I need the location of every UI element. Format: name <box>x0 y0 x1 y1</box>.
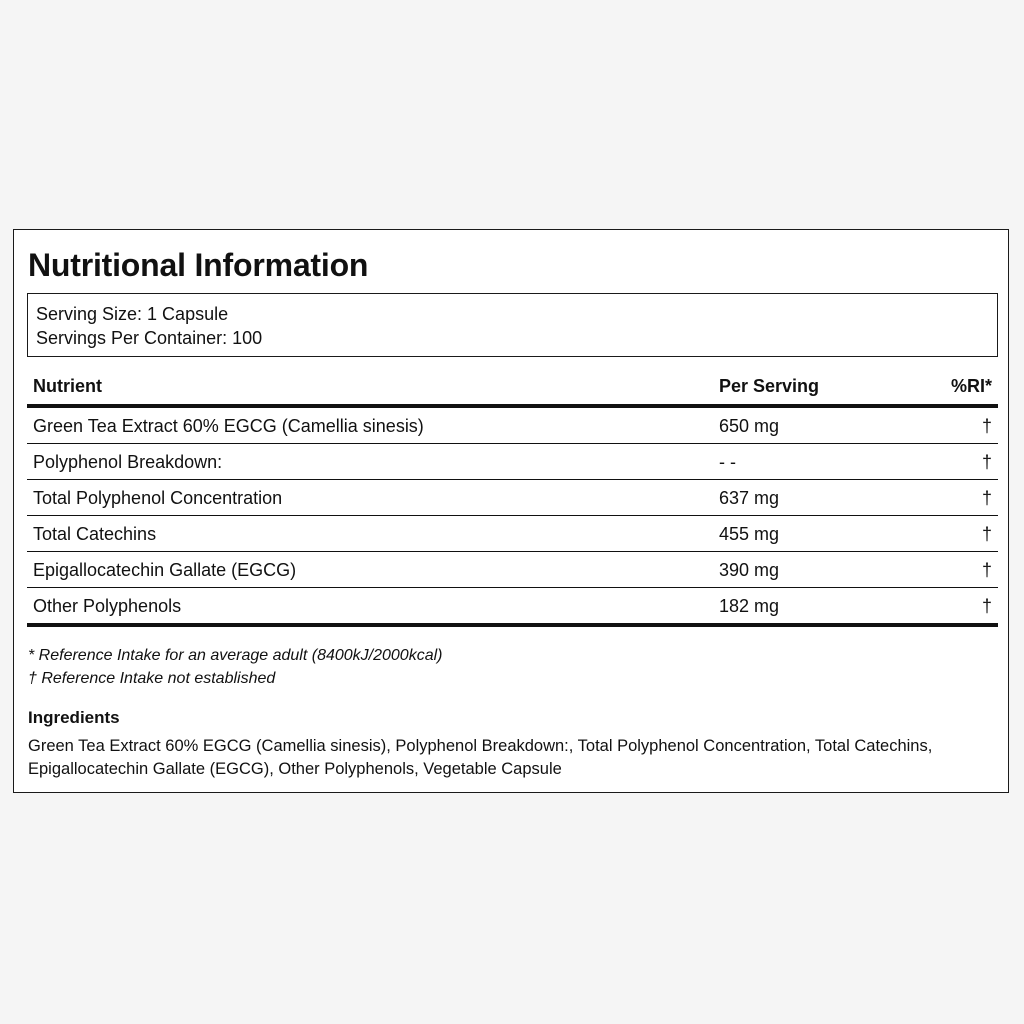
row-ri: † <box>981 596 992 616</box>
nutrient-table <box>27 368 998 627</box>
table-row <box>27 408 998 444</box>
dagger-footnote: † Reference Intake not established <box>28 670 276 687</box>
row-nutrient: Other Polyphenols <box>33 596 182 616</box>
table-row <box>27 444 998 480</box>
table-row <box>27 588 998 627</box>
ingredients-text: Green Tea Extract 60% EGCG (Camellia sinesis), Polyphenol Breakdown:, Total Polyphenol Concentration, Total Catechins, Epigallocatechin Gallate (EGCG), Other Polyphenols, Vegetable Capsule <box>28 737 933 778</box>
ingredients-heading: Ingredients <box>28 708 120 727</box>
row-ri: † <box>981 524 992 544</box>
panel-title: Nutritional Information <box>28 247 369 283</box>
row-ri: † <box>981 452 992 472</box>
ri-footnote: * Reference Intake for an average adult (8400kJ/2000kcal) <box>28 647 443 664</box>
table-header <box>27 368 998 408</box>
row-ri: † <box>981 416 992 436</box>
header-ri: %RI* <box>950 376 992 396</box>
servings-per-container: Servings Per Container: 100 <box>36 328 263 348</box>
serving-size: Serving Size: 1 Capsule <box>36 304 229 324</box>
row-per-serving: - - <box>719 452 736 472</box>
row-per-serving: 637 mg <box>719 488 780 508</box>
row-nutrient: Epigallocatechin Gallate (EGCG) <box>33 560 297 580</box>
row-per-serving: 390 mg <box>719 560 780 580</box>
table-row <box>27 552 998 588</box>
row-ri: † <box>981 560 992 580</box>
footnotes <box>28 644 442 690</box>
header-per-serving: Per Serving <box>719 376 820 396</box>
row-per-serving: 182 mg <box>719 596 780 616</box>
row-nutrient: Total Polyphenol Concentration <box>33 488 283 508</box>
row-nutrient: Polyphenol Breakdown: <box>33 452 223 472</box>
header-nutrient: Nutrient <box>33 376 102 396</box>
table-row <box>27 480 998 516</box>
serving-info-box <box>27 293 998 357</box>
table-row <box>27 516 998 552</box>
row-ri: † <box>981 488 992 508</box>
row-nutrient: Total Catechins <box>33 524 157 544</box>
row-per-serving: 650 mg <box>719 416 780 436</box>
row-per-serving: 455 mg <box>719 524 780 544</box>
nutrition-panel <box>13 229 1009 793</box>
row-nutrient: Green Tea Extract 60% EGCG (Camellia sinesis) <box>33 416 424 436</box>
